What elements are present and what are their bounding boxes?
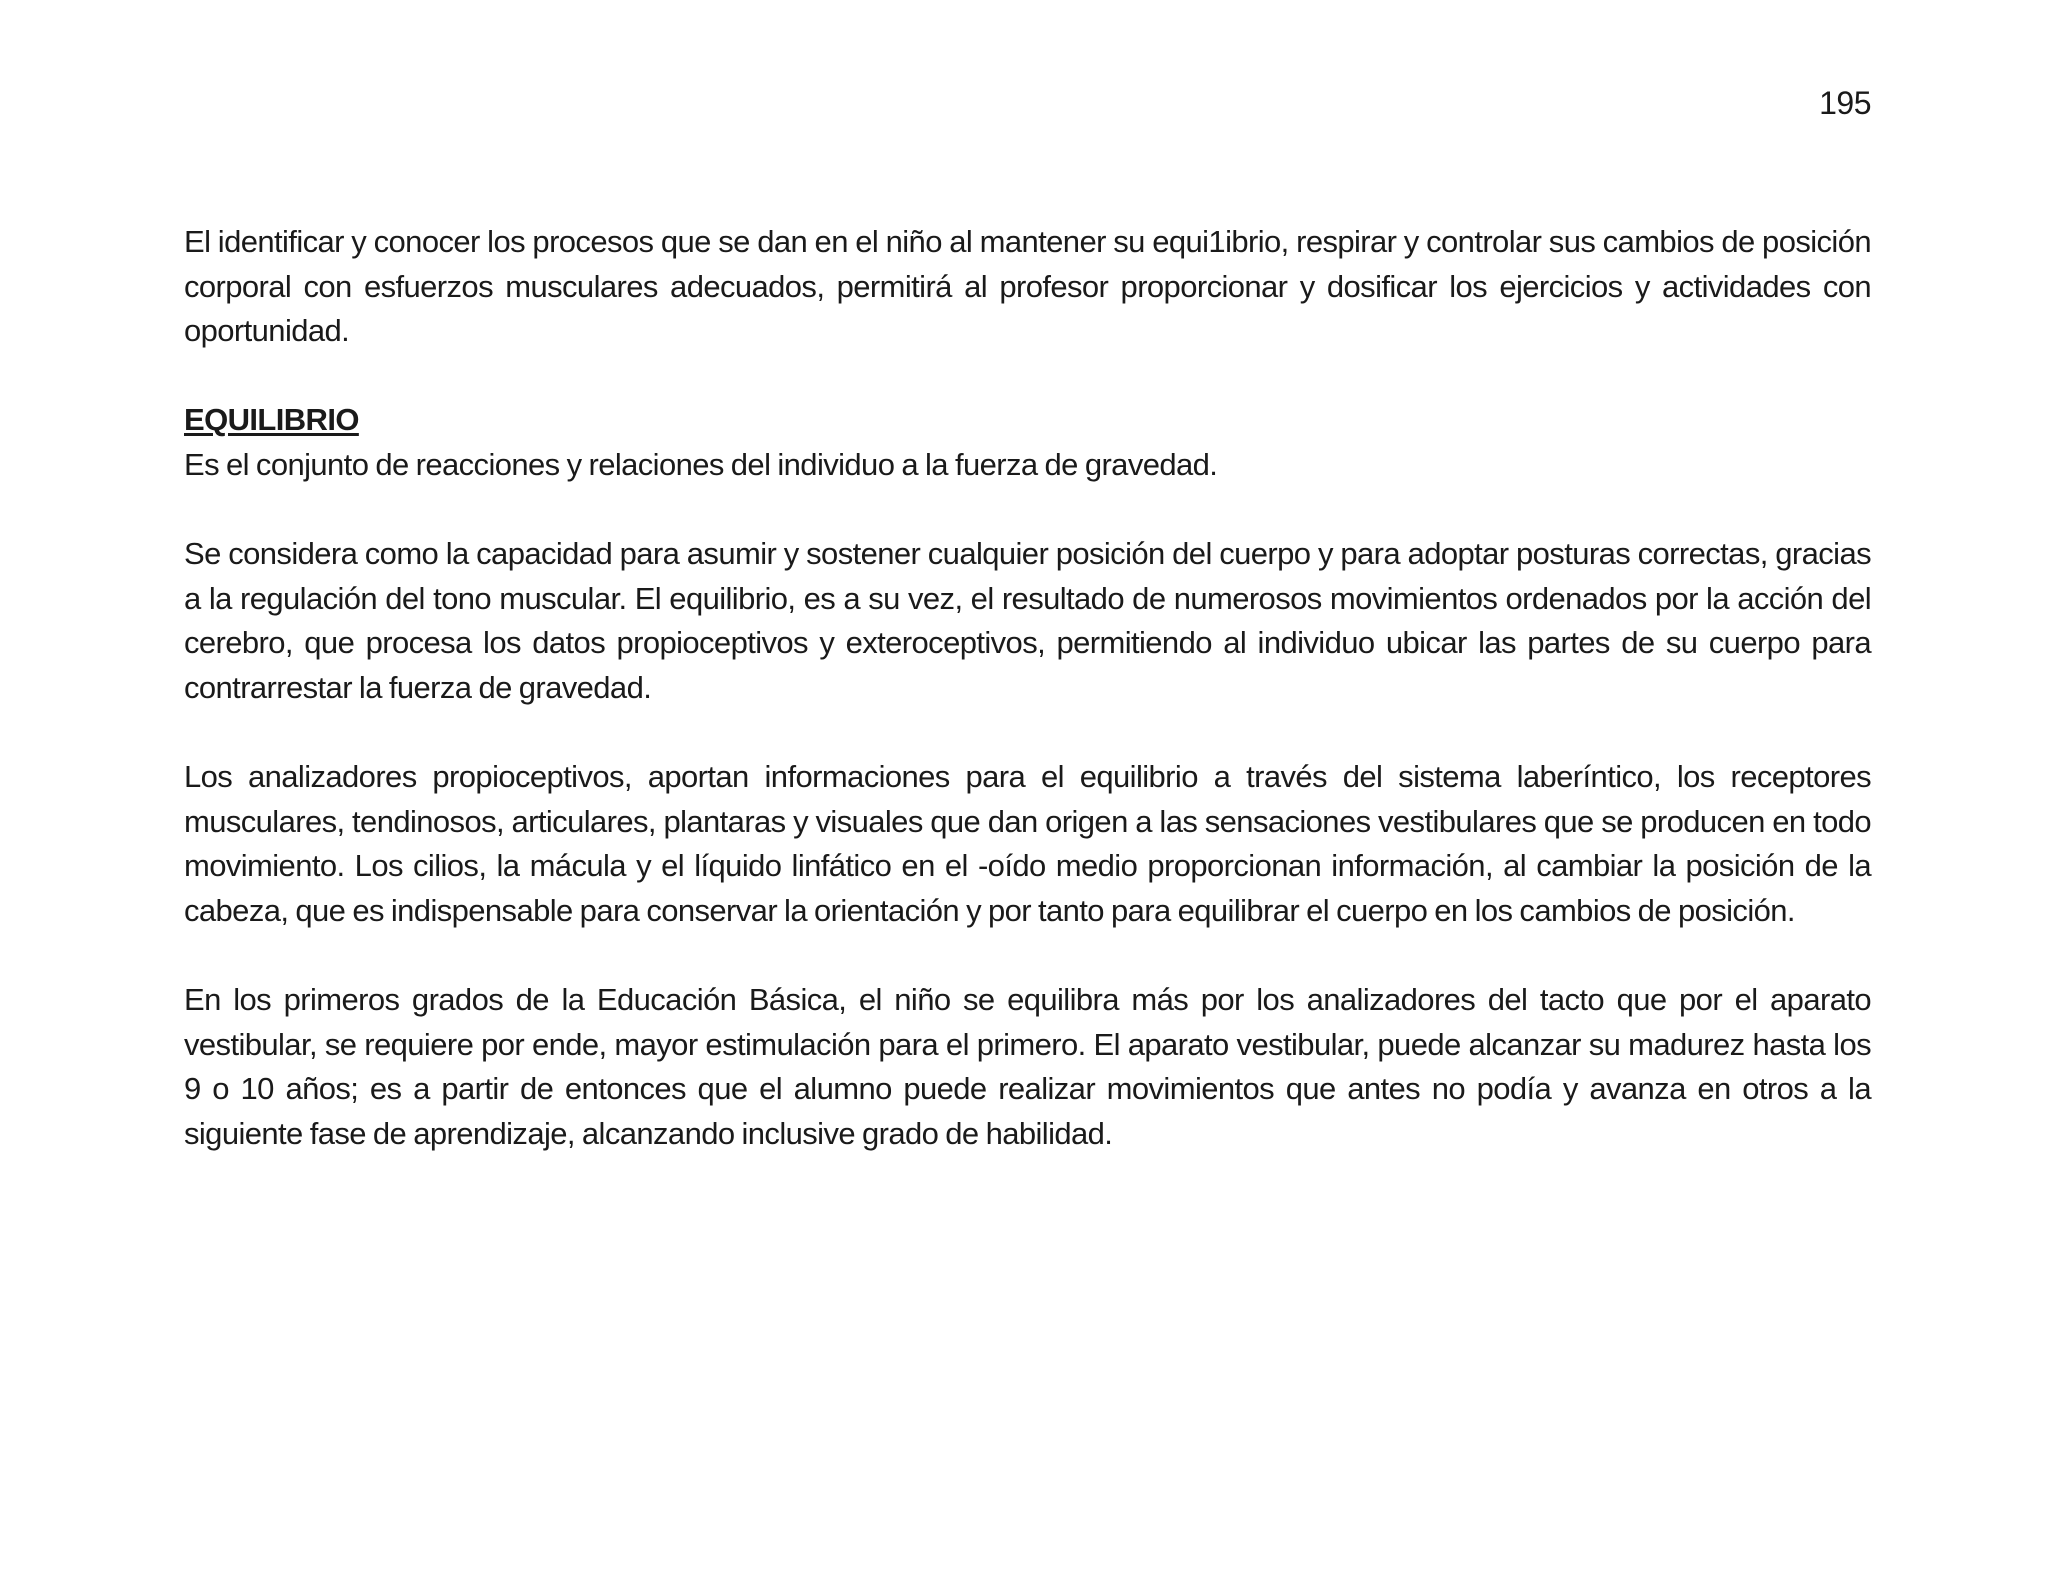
section-definition: Es el conjunto de reacciones y relaciones del individuo a la fuerza de gravedad. xyxy=(184,446,1218,482)
section-title: EQUILIBRIO xyxy=(184,402,359,438)
intro-paragraph: El identificar y conocer los procesos que se dan en el niño al mantener su equi1ibrio, respirar y controlar sus cambios de posición corporal con esfuerzos musculares adecuados, permitirá al profesor proporcionar y dosificar los ejercicios y actividades con oportunidad. xyxy=(184,224,1871,349)
body-paragraph: Se considera como la capacidad para asumir y sostener cualquier posición del cuerpo y para adoptar posturas correctas, gracias a la regulación del tono muscular. El equilibrio, es a su vez, el resultado de numerosos movimientos ordenados por la acción del cerebro, que procesa los datos propioceptivos y exteroceptivos, permitiendo al individuo ubicar las partes de su cuerpo para contrarrestar la fuerza de gravedad. xyxy=(184,536,1871,705)
page-content xyxy=(184,220,1871,1201)
body-paragraph: Los analizadores propioceptivos, aportan informaciones para el equilibrio a través del sistema laberíntico, los receptores musculares, tendinosos, articulares, plantaras y visuales que dan origen a las sensaciones vestibulares que se producen en todo movimiento. Los cilios, la mácula y el líquido linfático en el -oído medio proporcionan información, al cambiar la posición de la cabeza, que es indispensable para conservar la orientación y por tanto para equilibrar el cuerpo en los cambios de posición. xyxy=(184,759,1871,928)
page-number: 195 xyxy=(1819,85,1871,121)
body-paragraph: En los primeros grados de la Educación Básica, el niño se equilibra más por los analizadores del tacto que por el aparato vestibular, se requiere por ende, mayor estimulación para el primero. El aparato vestibular, puede alcanzar su madurez hasta los 9 o 10 años; es a partir de entonces que el alumno puede realizar movimientos que antes no podía y avanza en otros a la siguiente fase de aprendizaje, alcanzando inclusive grado de habilidad. xyxy=(184,982,1871,1151)
